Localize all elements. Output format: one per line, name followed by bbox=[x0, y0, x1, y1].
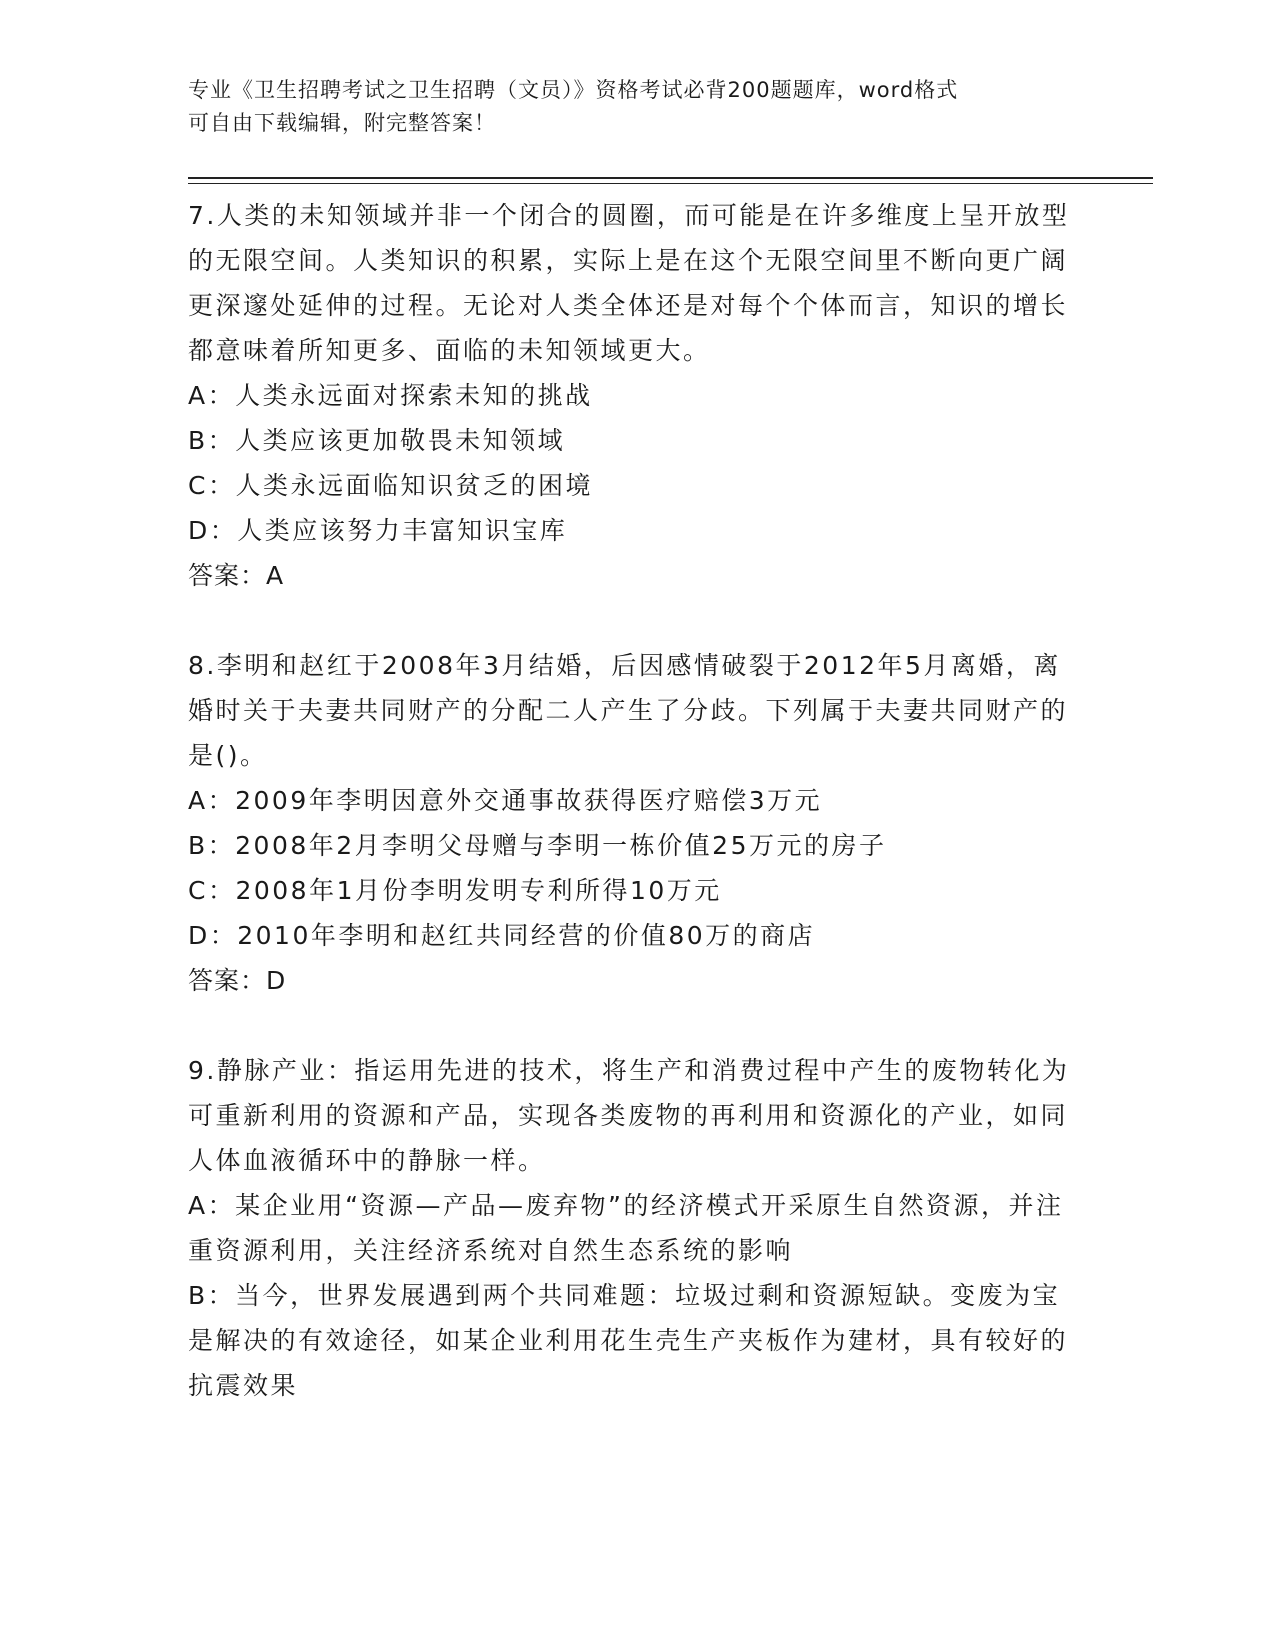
option-c: C：人类永远面临知识贫乏的困境 bbox=[188, 471, 593, 500]
header-divider-thin bbox=[188, 183, 1153, 184]
option-a: A：人类永远面对探索未知的挑战 bbox=[188, 381, 593, 410]
option-a: A：某企业用“资源—产品—废弃物”的经济模式开采原生自然资源，并注重资源利用，关注经济系统对自然生态系统的影响 bbox=[188, 1191, 1064, 1265]
answer: 答案：D bbox=[188, 966, 287, 995]
option-c: C：2008年1月份李明发明专利所得10万元 bbox=[188, 876, 722, 905]
option-b: B：人类应该更加敬畏未知领域 bbox=[188, 426, 566, 455]
header-line-1: 专业《卫生招聘考试之卫生招聘（文员）》资格考试必背200题题库，word格式 bbox=[188, 78, 959, 102]
option-d: D：2010年李明和赵红共同经营的价值80万的商店 bbox=[188, 921, 816, 950]
option-b: B：当今，世界发展遇到两个共同难题：垃圾过剩和资源短缺。变废为宝是解决的有效途径，如某企业利用花生壳生产夹板作为建材，具有较好的抗震效果 bbox=[188, 1281, 1069, 1400]
question-list bbox=[188, 193, 1078, 1408]
header-divider-thick bbox=[188, 177, 1153, 179]
question-stem: 7.人类的未知领域并非一个闭合的圆圈，而可能是在许多维度上呈开放型的无限空间。人类知识的积累，实际上是在这个无限空间里不断向更广阔更深邃处延伸的过程。无论对人类全体还是对每个个体而言，知识的增长都意味着所知更多、面临的未知领域更大。 bbox=[188, 201, 1070, 365]
option-a: A：2009年李明因意外交通事故获得医疗赔偿3万元 bbox=[188, 786, 823, 815]
option-d: D：人类应该努力丰富知识宝库 bbox=[188, 516, 568, 545]
answer: 答案：A bbox=[188, 561, 285, 590]
question-8 bbox=[188, 643, 1078, 1003]
option-b: B：2008年2月李明父母赠与李明一栋价值25万元的房子 bbox=[188, 831, 887, 860]
question-stem: 9.静脉产业：指运用先进的技术，将生产和消费过程中产生的废物转化为可重新利用的资源和产品，实现各类废物的再利用和资源化的产业，如同人体血液循环中的静脉一样。 bbox=[188, 1056, 1070, 1175]
document-header bbox=[188, 74, 1068, 140]
question-7 bbox=[188, 193, 1078, 598]
question-stem: 8.李明和赵红于2008年3月结婚，后因感情破裂于2012年5月离婚，离婚时关于夫妻共同财产的分配二人产生了分歧。下列属于夫妻共同财产的是()。 bbox=[188, 651, 1069, 770]
question-spacer bbox=[188, 598, 1078, 643]
question-9 bbox=[188, 1048, 1078, 1408]
header-line-2: 可自由下载编辑，附完整答案！ bbox=[188, 111, 496, 135]
question-spacer bbox=[188, 1003, 1078, 1048]
